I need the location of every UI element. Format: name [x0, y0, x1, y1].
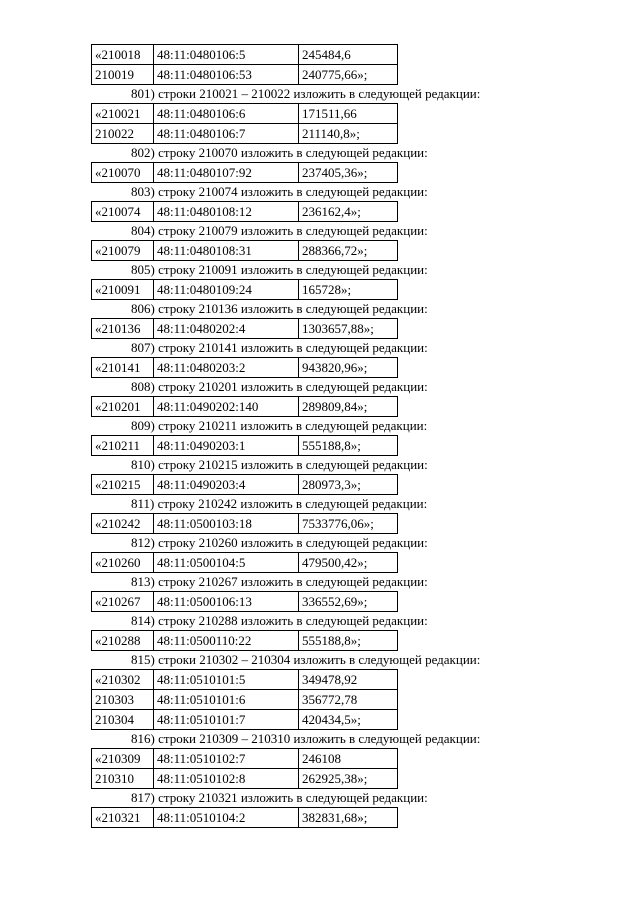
cadastral-number-cell: 48:11:0480106:7 — [154, 124, 299, 144]
row-number-cell: «210074 — [92, 202, 154, 222]
row-number-cell: «210136 — [92, 319, 154, 339]
value-cell: 289809,84»; — [299, 397, 398, 417]
row-number-cell: 210310 — [92, 769, 154, 789]
amendment-paragraph: 801) строки 210021 – 210022 изложить в следующей редакции: — [131, 86, 481, 101]
table-row — [92, 397, 398, 417]
row-number-cell: «210215 — [92, 475, 154, 495]
land-plot-table — [91, 591, 398, 612]
value-cell: 246108 — [299, 749, 398, 769]
row-number-cell: «210070 — [92, 163, 154, 183]
row-number-cell: «210018 — [92, 45, 154, 65]
table-row — [92, 241, 398, 261]
land-plot-table — [91, 357, 398, 378]
value-cell: 240775,66»; — [299, 65, 398, 85]
row-number-cell: «210021 — [92, 104, 154, 124]
table-row — [92, 710, 398, 730]
amendment-paragraph: 809) строку 210211 изложить в следующей редакции: — [131, 418, 428, 433]
value-cell: 288366,72»; — [299, 241, 398, 261]
cadastral-number-cell: 48:11:0480106:5 — [154, 45, 299, 65]
cadastral-number-cell: 48:11:0480107:92 — [154, 163, 299, 183]
cadastral-number-cell: 48:11:0480106:6 — [154, 104, 299, 124]
land-plot-table — [91, 630, 398, 651]
document-body — [0, 44, 640, 828]
row-number-cell: «210288 — [92, 631, 154, 651]
value-cell: 171511,66 — [299, 104, 398, 124]
table-row — [92, 280, 398, 300]
table-row — [92, 553, 398, 573]
amendment-paragraph: 816) строки 210309 – 210310 изложить в следующей редакции: — [131, 731, 481, 746]
row-number-cell: 210022 — [92, 124, 154, 144]
row-number-cell: «210079 — [92, 241, 154, 261]
table-row — [92, 202, 398, 222]
cadastral-number-cell: 48:11:0490203:4 — [154, 475, 299, 495]
amendment-paragraph: 805) строку 210091 изложить в следующей редакции: — [131, 262, 428, 277]
table-row — [92, 319, 398, 339]
cadastral-number-cell: 48:11:0500103:18 — [154, 514, 299, 534]
table-row — [92, 124, 398, 144]
value-cell: 280973,3»; — [299, 475, 398, 495]
amendment-paragraph: 815) строки 210302 – 210304 изложить в следующей редакции: — [131, 652, 481, 667]
table-row — [92, 475, 398, 495]
value-cell: 7533776,06»; — [299, 514, 398, 534]
value-cell: 165728»; — [299, 280, 398, 300]
cadastral-number-cell: 48:11:0510101:7 — [154, 710, 299, 730]
value-cell: 237405,36»; — [299, 163, 398, 183]
cadastral-number-cell: 48:11:0480106:53 — [154, 65, 299, 85]
table-row — [92, 45, 398, 65]
amendment-paragraph: 817) строку 210321 изложить в следующей редакции: — [131, 790, 428, 805]
value-cell: 555188,8»; — [299, 631, 398, 651]
row-number-cell: «210211 — [92, 436, 154, 456]
table-row — [92, 514, 398, 534]
value-cell: 236162,4»; — [299, 202, 398, 222]
amendment-paragraph: 802) строку 210070 изложить в следующей редакции: — [131, 145, 428, 160]
value-cell: 382831,68»; — [299, 808, 398, 828]
cadastral-number-cell: 48:11:0500106:13 — [154, 592, 299, 612]
table-row — [92, 592, 398, 612]
land-plot-table — [91, 552, 398, 573]
row-number-cell: 210304 — [92, 710, 154, 730]
value-cell: 356772,78 — [299, 690, 398, 710]
table-row — [92, 436, 398, 456]
cadastral-number-cell: 48:11:0510102:8 — [154, 769, 299, 789]
value-cell: 211140,8»; — [299, 124, 398, 144]
amendment-paragraph: 811) строку 210242 изложить в следующей редакции: — [131, 496, 428, 511]
value-cell: 943820,96»; — [299, 358, 398, 378]
value-cell: 420434,5»; — [299, 710, 398, 730]
land-plot-table — [91, 435, 398, 456]
amendment-paragraph: 814) строку 210288 изложить в следующей редакции: — [131, 613, 428, 628]
land-plot-table — [91, 669, 398, 730]
cadastral-number-cell: 48:11:0500104:5 — [154, 553, 299, 573]
row-number-cell: «210267 — [92, 592, 154, 612]
row-number-cell: «210201 — [92, 397, 154, 417]
value-cell: 245484,6 — [299, 45, 398, 65]
land-plot-table — [91, 513, 398, 534]
table-row — [92, 104, 398, 124]
amendment-paragraph: 806) строку 210136 изложить в следующей редакции: — [131, 301, 428, 316]
table-row — [92, 358, 398, 378]
cadastral-number-cell: 48:11:0510104:2 — [154, 808, 299, 828]
cadastral-number-cell: 48:11:0480203:2 — [154, 358, 299, 378]
value-cell: 555188,8»; — [299, 436, 398, 456]
table-row — [92, 749, 398, 769]
amendment-paragraph: 804) строку 210079 изложить в следующей редакции: — [131, 223, 428, 238]
value-cell: 336552,69»; — [299, 592, 398, 612]
land-plot-table — [91, 807, 398, 828]
cadastral-number-cell: 48:11:0510102:7 — [154, 749, 299, 769]
row-number-cell: «210302 — [92, 670, 154, 690]
cadastral-number-cell: 48:11:0480108:31 — [154, 241, 299, 261]
value-cell: 349478,92 — [299, 670, 398, 690]
land-plot-table — [91, 44, 398, 85]
amendment-paragraph: 807) строку 210141 изложить в следующей редакции: — [131, 340, 428, 355]
land-plot-table — [91, 162, 398, 183]
land-plot-table — [91, 318, 398, 339]
value-cell: 262925,38»; — [299, 769, 398, 789]
table-row — [92, 163, 398, 183]
land-plot-table — [91, 103, 398, 144]
cadastral-number-cell: 48:11:0490203:1 — [154, 436, 299, 456]
row-number-cell: «210260 — [92, 553, 154, 573]
row-number-cell: «210321 — [92, 808, 154, 828]
cadastral-number-cell: 48:11:0490202:140 — [154, 397, 299, 417]
row-number-cell: «210242 — [92, 514, 154, 534]
table-row — [92, 65, 398, 85]
land-plot-table — [91, 474, 398, 495]
table-row — [92, 690, 398, 710]
land-plot-table — [91, 201, 398, 222]
amendment-paragraph: 810) строку 210215 изложить в следующей редакции: — [131, 457, 428, 472]
row-number-cell: «210091 — [92, 280, 154, 300]
value-cell: 479500,42»; — [299, 553, 398, 573]
cadastral-number-cell: 48:11:0480108:12 — [154, 202, 299, 222]
amendment-paragraph: 808) строку 210201 изложить в следующей редакции: — [131, 379, 428, 394]
amendment-paragraph: 803) строку 210074 изложить в следующей редакции: — [131, 184, 428, 199]
cadastral-number-cell: 48:11:0510101:5 — [154, 670, 299, 690]
land-plot-table — [91, 748, 398, 789]
table-row — [92, 808, 398, 828]
cadastral-number-cell: 48:11:0480109:24 — [154, 280, 299, 300]
amendment-paragraph: 812) строку 210260 изложить в следующей редакции: — [131, 535, 428, 550]
amendment-paragraph: 813) строку 210267 изложить в следующей редакции: — [131, 574, 428, 589]
table-row — [92, 670, 398, 690]
table-row — [92, 631, 398, 651]
row-number-cell: 210019 — [92, 65, 154, 85]
land-plot-table — [91, 396, 398, 417]
row-number-cell: «210309 — [92, 749, 154, 769]
land-plot-table — [91, 240, 398, 261]
cadastral-number-cell: 48:11:0500110:22 — [154, 631, 299, 651]
value-cell: 1303657,88»; — [299, 319, 398, 339]
row-number-cell: «210141 — [92, 358, 154, 378]
cadastral-number-cell: 48:11:0510101:6 — [154, 690, 299, 710]
cadastral-number-cell: 48:11:0480202:4 — [154, 319, 299, 339]
row-number-cell: 210303 — [92, 690, 154, 710]
land-plot-table — [91, 279, 398, 300]
table-row — [92, 769, 398, 789]
